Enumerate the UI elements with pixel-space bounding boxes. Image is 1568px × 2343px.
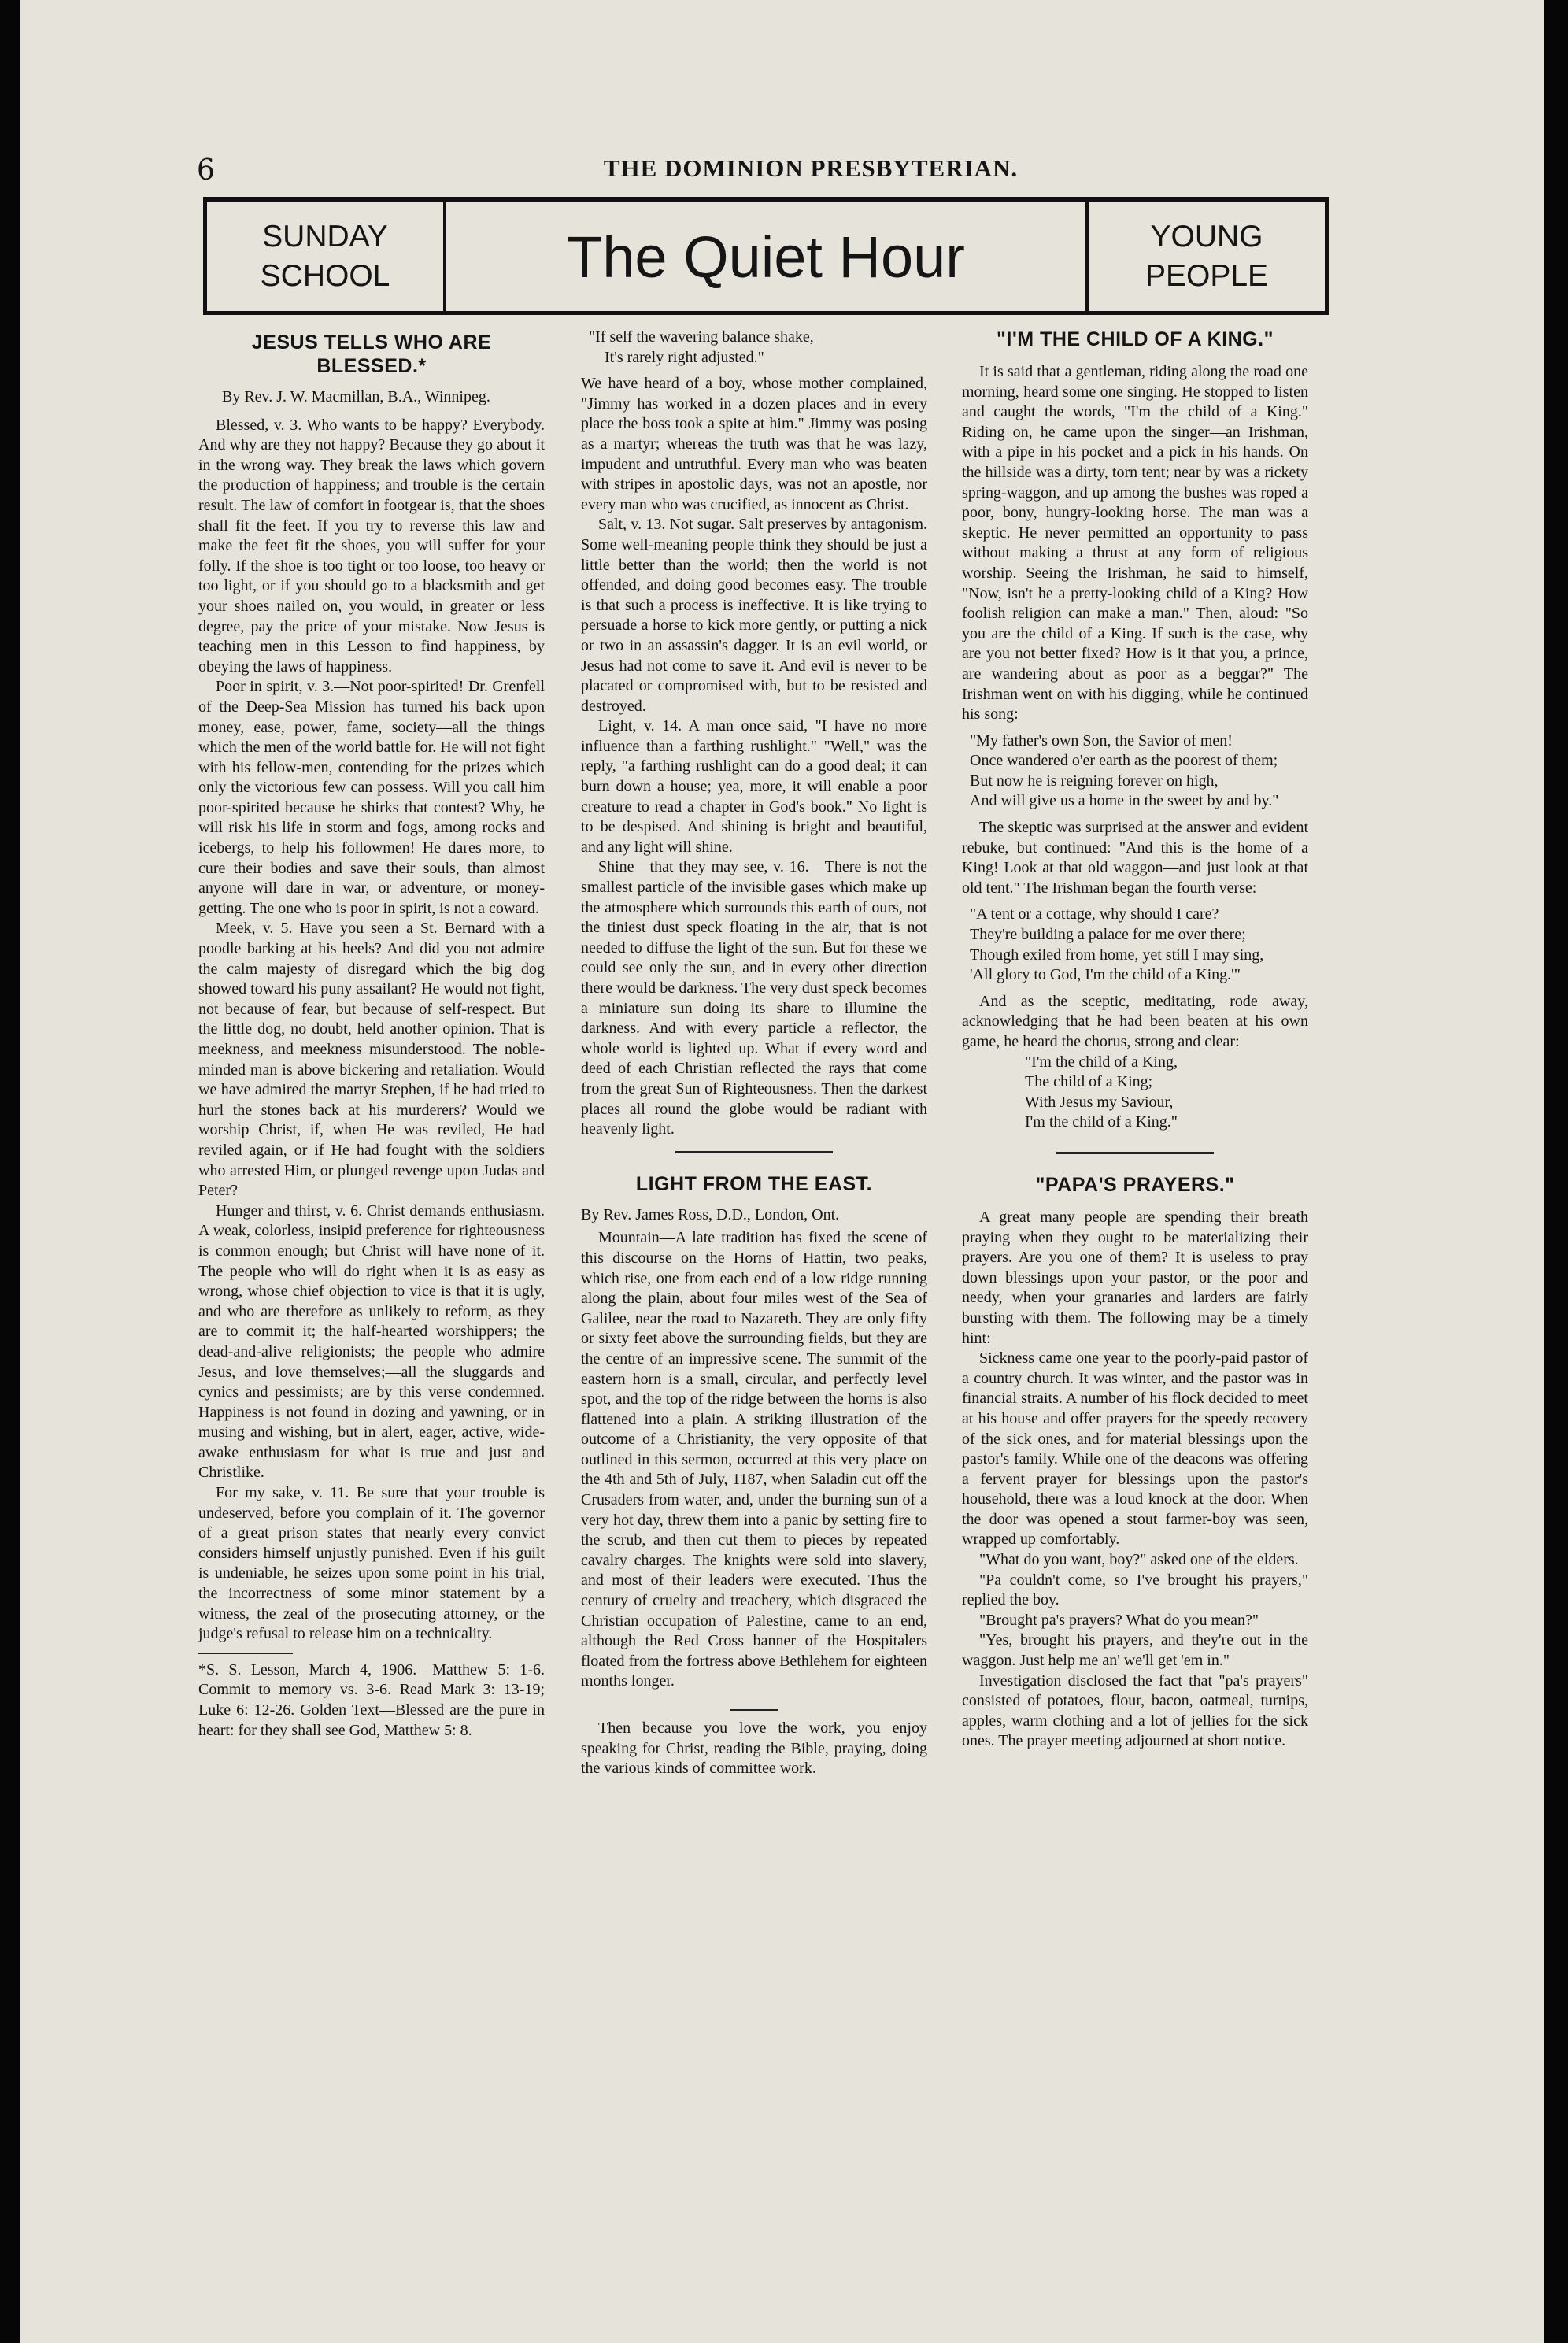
paragraph: "Yes, brought his prayers, and they're out in the waggon. Just help me an' we'll get 'em in." bbox=[962, 1631, 1308, 1670]
song-verse bbox=[970, 731, 1308, 812]
page-number: 6 bbox=[197, 154, 215, 187]
song-line: Though exiled from home, yet still I may sing, bbox=[970, 946, 1264, 964]
song-verse bbox=[970, 905, 1308, 985]
paragraph: "What do you want, boy?" asked one of the elders. bbox=[979, 1551, 1299, 1569]
column-2 bbox=[581, 328, 927, 1779]
banner-title: The Quiet Hour bbox=[567, 224, 965, 290]
banner-right-line1: YOUNG bbox=[1150, 220, 1263, 254]
paragraph: "Pa couldn't come, so I've brought his prayers," replied the boy. bbox=[962, 1571, 1308, 1609]
section-divider bbox=[675, 1151, 833, 1153]
sunday-school-box bbox=[207, 202, 446, 311]
paragraph: Shine—that they may see, v. 16.—There is not the smallest particle of the invisible gases which make up the atmosphere which surrounds this earth of ours, not the tiniest dust speck floating in the air, that is not needed to diffuse the light of the sun. But for these we could see only the sun, and in every other direction there would be darkness. The very dust speck becomes a miniature sun doing its share to illumine the darkness. And with every particle a reflector, the whole world is lighted up. What if every word and deed of each Christian reflected the rays that come from the great Sun of Righteousness. Then the darkest places all round the globe would be radiant with heavenly light. bbox=[581, 858, 927, 1138]
section-divider bbox=[1056, 1152, 1214, 1154]
right-scan-border bbox=[1544, 0, 1568, 2343]
paragraph: The skeptic was surprised at the answer and evident rebuke, but continued: "And this is the home of a King! Look at that old waggon—and just look at that old tent." The Irishman began the fourth verse: bbox=[962, 819, 1308, 897]
paragraph: And as the sceptic, meditating, rode away, acknowledging that he had been beaten at his own game, he heard the chorus, strong and clear: bbox=[962, 992, 1308, 1050]
chorus-line: I'm the child of a King." bbox=[1025, 1113, 1178, 1131]
paragraph: Poor in spirit, v. 3.—Not poor-spirited! Dr. Grenfell of the Deep-Sea Mission has turned his back upon money, ease, power, fame, society—all the things which the men of the world battle for. He will not fight with his fellow-men, contending for the prizes which only the victorious few can possess. Will you call him poor-spirited because he shirks that contest? Why, he will risk his life in storm and fogs, among rocks and icebergs, to help his followmen! He dares more, to cure their bodies and save their souls, than almost anyone will dare in war, or adventure, or money-getting. The one who is poor in spirit, is not a coward. bbox=[198, 678, 545, 917]
column-1 bbox=[198, 328, 545, 1741]
song-line: And will give us a home in the sweet by and by." bbox=[970, 792, 1279, 810]
article-heading: JESUS TELLS WHO ARE BLESSED.* bbox=[251, 331, 492, 377]
verse-line: "If self the wavering balance shake, bbox=[589, 328, 814, 346]
byline: By Rev. J. W. Macmillan, B.A., Winnipeg. bbox=[222, 388, 490, 405]
paragraph: A great many people are spending their breath praying when they ought to be materializing their prayers. Are you one of them? It is useless to pray down blessings upon your pastor, or the poor and needy, when your granaries and larders are fairly bursting with them. The following may be a timely hint: bbox=[962, 1208, 1308, 1347]
column-3 bbox=[962, 328, 1308, 1752]
verse-quote bbox=[589, 328, 927, 368]
song-line: Once wandered o'er earth as the poorest of them; bbox=[970, 752, 1278, 770]
paragraph: Then because you love the work, you enjoy speaking for Christ, reading the Bible, praying, doing the various kinds of committee work. bbox=[581, 1719, 927, 1778]
chorus-line: The child of a King; bbox=[1025, 1073, 1153, 1091]
quiet-hour-banner bbox=[203, 197, 1329, 315]
section-rule bbox=[730, 1709, 778, 1711]
song-line: They're building a palace for me over there; bbox=[970, 926, 1246, 944]
paragraph: "Brought pa's prayers? What do you mean?" bbox=[979, 1611, 1259, 1629]
footnote-text: *S. S. Lesson, March 4, 1906.—Matthew 5: 1-6. Commit to memory vs. 3-6. Read Mark 3: 13-19; Luke 6: 12-26. Golden Text—Blessed are the pure in heart: for they shall see God, Matthew 5: 8. bbox=[198, 1660, 545, 1739]
paragraph: Meek, v. 5. Have you seen a St. Bernard with a poodle barking at his heels? And did you not admire the calm majesty of disregard which the big dog showed toward his puny assailant? He would not fight, not because of fear, but because of self-respect. But the little dog, no doubt, held another opinion. That is meekness, and meekness misunderstood. The noble-minded man is above bickering and retaliation. Would we have admired the martyr Stephen, if he had tried to hurl the stones back at his murderers? Would we worship Christ, if, when He was reviled, He had reviled again, or if He had fought with the soldiers who arrested Him, or plunged revenge upon Judas and Peter? bbox=[198, 920, 545, 1200]
verse-line: It's rarely right adjusted." bbox=[605, 348, 764, 366]
paragraph: Investigation disclosed the fact that "pa's prayers" consisted of potatoes, flour, bacon, oatmeal, turnips, apples, warm clothing and a lot of jellies for the sick ones. The prayer meeting adjourned at short notice. bbox=[962, 1671, 1308, 1750]
article-heading: "PAPA'S PRAYERS." bbox=[1035, 1173, 1235, 1196]
footnote-rule bbox=[198, 1653, 293, 1654]
paragraph: Mountain—A late tradition has fixed the scene of this discourse on the Horns of Hattin, two peaks, which rise, one from each end of a low ridge running along the plain, about four miles west of the Sea of Galilee, near the road to Nazareth. They are only fifty or sixty feet above the surrounding fields, but they are the centre of an impressive scene. The summit of the eastern horn is a small, circular, and perfectly level spot, and the top of the ridge between the horns is also flattened into a plain. A striking illustration of the outcome of a Christianity, the very opposite of that outlined in this sermon, occurred at this very place on the 4th and 5th of July, 1187, when Saladin cut off the Crusaders from water, and, under the burning sun of a very hot day, threw them into a panic by setting fire to the scrub, and then cut them to pieces by repeated cavalry charges. The knights were sold into slavery, and most of their leaders were executed. Thus the century of cruelty and treachery, which disgraced the Christian occupation of Palestine, came to an end, although the Red Cross banner of the Hospitalers floated from the fortress above Bethlehem for eighteen months longer. bbox=[581, 1229, 927, 1690]
chorus-line: With Jesus my Saviour, bbox=[1025, 1093, 1174, 1111]
byline: By Rev. James Ross, D.D., London, Ont. bbox=[581, 1205, 840, 1223]
paragraph: Light, v. 14. A man once said, "I have no more influence than a farthing rushlight." "Well," was the reply, "a farthing rushlight can do a good deal; it can burn down a house; yea, more, it will enable a poor creature to read a chapter in God's book." No light is to be despised. And shining is bright and beautiful, and any light will shine. bbox=[581, 717, 927, 856]
footnote bbox=[198, 1660, 545, 1741]
song-line: "A tent or a cottage, why should I care? bbox=[970, 905, 1219, 924]
paragraph: Blessed, v. 3. Who wants to be happy? Everybody. And why are they not happy? Because they go about it in the wrong way. They break the laws which govern the production of happiness; and trouble is the certain result. The law of comfort in footgear is, that the shoes shall fit the feet. If you try to reverse this law and make the feet fit the shoes, you will suffer for your folly. If the shoe is too tight or too loose, too heavy or too light, or if you should go to a blacksmith and get your shoes nailed on, you would, in greater or less degree, pay the price of your mistake. Now Jesus is teaching men in this Lesson to find happiness, by obeying the laws of happiness. bbox=[198, 416, 545, 676]
chorus-line: "I'm the child of a King, bbox=[1025, 1053, 1178, 1071]
paragraph: Hunger and thirst, v. 6. Christ demands enthusiasm. A weak, colorless, insipid preference for righteousness is common enough; but Christ will have none of it. The people who will do right when it is as easy as wrong, whose chief objection to vice is that it is ugly, and who are therefore as unlikely to reform, as they are to commit it; the half-hearted worshippers; the dead-and-alive religionists; the people who admire Jesus, and love themselves;—all the sluggards and cynics and pessimists; are by this verse condemned. Happiness is not found in dozing and yawning, or in musing and wishing, but in alert, eager, active, wide-awake enthusiasm for what is true and just and Christlike. bbox=[198, 1201, 545, 1482]
young-people-box bbox=[1085, 202, 1325, 311]
chorus bbox=[1025, 1053, 1308, 1133]
running-head: THE DOMINION PRESBYTERIAN. bbox=[603, 154, 1019, 182]
left-scan-border bbox=[0, 0, 20, 2343]
paragraph: For my sake, v. 11. Be sure that your trouble is undeserved, before you complain of it. The governor of a great prison states that nearly every convict considers himself unjustly punished. Even if his guilt is undeniable, he seizes upon some point in his trial, the incorrectness of some minor statement by a witness, the zeal of the prosecuting attorney, or the judge's refusal to release him on a technicality. bbox=[198, 1484, 545, 1643]
song-line: But now he is reigning forever on high, bbox=[970, 772, 1219, 790]
paragraph: We have heard of a boy, whose mother complained, "Jimmy has worked in a dozen places and in every place the boss took a spite at him." Jimmy was posing as a martyr; whereas the truth was that he was lazy, impudent and untruthful. Every man who was beaten with stripes in apostolic days, was not an apostle, nor every man who was crucified, as innocent as Christ. bbox=[581, 375, 927, 513]
song-line: 'All glory to God, I'm the child of a King.'" bbox=[970, 966, 1241, 984]
article-heading: "I'M THE CHILD OF A KING." bbox=[997, 328, 1274, 350]
banner-left-line1: SUNDAY bbox=[262, 220, 388, 254]
banner-left-line2: SCHOOL bbox=[260, 259, 390, 293]
banner-right-line2: PEOPLE bbox=[1145, 259, 1269, 293]
song-line: "My father's own Son, the Savior of men! bbox=[970, 731, 1233, 750]
paragraph: Sickness came one year to the poorly-paid pastor of a country church. It was winter, and the pastor was in financial straits. A number of his flock decided to meet at his house and offer prayers for the speedy recovery of the sick ones, and for material blessings upon the pastor's family. While one of the deacons was offering a fervent prayer for blessings upon the pastor's household, there was a loud knock at the door. When the door was opened a stout farmer-boy was seen, wrapped up comfortably. bbox=[962, 1349, 1308, 1549]
paragraph: It is said that a gentleman, riding along the road one morning, heard some one singing. He stopped to listen and caught the words, "I'm the child of a King." Riding on, he came upon the singer—an Irishman, with a pipe in his pocket and a pick in his hands. On the hillside was a dirty, torn tent; near by was a rickety spring-waggon, and up among the bushes was roped a poor, bony, hungry-looking horse. The man was a skeptic. He never permitted an opportunity to pass without making a thrust at any form of religious worship. Seeing the Irishman, he said to himself, "Now, isn't he a pretty-looking child of a King? How foolish religion can make a man." Then, aloud: "So you are the child of a King. If such is the case, why are you not better fixed? How is it that you, a prince, are wandering about as poor as a beggar?" The Irishman went on with his digging, while he continued his song: bbox=[962, 363, 1308, 724]
paragraph: Salt, v. 13. Not sugar. Salt preserves by antagonism. Some well-meaning people think they should be just a little better than the world; then the world is not offended, and doing good becomes easy. The trouble is that such a process is ineffective. It is like trying to persuade a horse to kick more gently, or putting a nick or two in an assassin's dagger. It is an evil world, or Jesus had not come to save it. And evil is never to be placated or compromised with, but to be resisted and destroyed. bbox=[581, 516, 927, 715]
article-heading: LIGHT FROM THE EAST. bbox=[635, 1172, 873, 1195]
